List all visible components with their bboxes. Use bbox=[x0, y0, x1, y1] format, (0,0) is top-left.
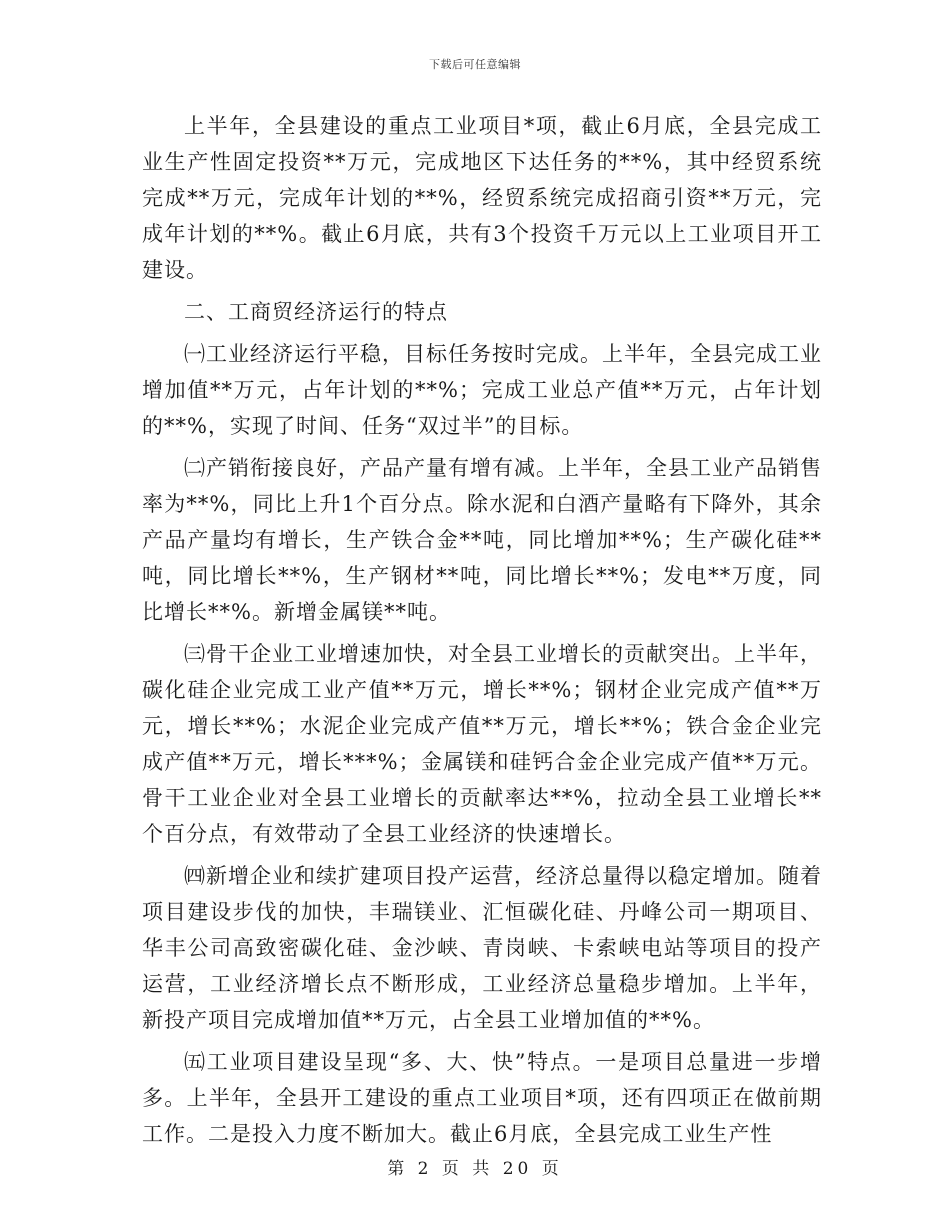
page-footer: 第 2 页 共 20 页 bbox=[387, 1159, 563, 1179]
paragraph-investment-summary: 上半年，全县建设的重点工业项目*项，截止6月底，全县完成工业生产性固定投资**万元，完成地区下达任务的**%，其中经贸系统完成**万元，完成年计划的**%，经贸系统完成招商引资**万元，完成年计划的**%。截止6月底，共有3个投资千万元以上工业项目开工建设。 bbox=[142, 114, 822, 282]
document-body bbox=[142, 108, 822, 1152]
section-heading: 二、工商贸经济运行的特点 bbox=[184, 300, 448, 324]
paragraph-point-5: ㈤工业项目建设呈现“多、大、快”特点。一是项目总量进一步增多。上半年，全县开工建设的重点工业项目*项，还有四项正在做前期工作。二是投入力度不断加大。截止6月底，全县完成工业生产性 bbox=[142, 1050, 822, 1146]
paragraph-point-2: ㈡产销衔接良好，产品产量有增有减。上半年，全县工业产品销售率为**%，同比上升1个百分点。除水泥和白酒产量略有下降外，其余产品产量均有增长，生产铁合金**吨，同比增加**%；生产碳化硅**吨，同比增长**%，生产钢材**吨，同比增长**%；发电**万度，同比增长**%。新增金属镁**吨。 bbox=[142, 456, 822, 624]
page-header: 下载后可任意编辑 bbox=[429, 58, 521, 71]
paragraph-point-1: ㈠工业经济运行平稳，目标任务按时完成。上半年，全县完成工业增加值**万元，占年计划的**%；完成工业总产值**万元，占年计划的**%，实现了时间、任务“双过半”的目标。 bbox=[142, 342, 822, 438]
paragraph-point-3: ㈢骨干企业工业增速加快，对全县工业增长的贡献突出。上半年，碳化硅企业完成工业产值**万元，增长**%；钢材企业完成产值**万元，增长**%；水泥企业完成产值**万元，增长**%；铁合金企业完成产值**万元，增长***%；金属镁和硅钙合金企业完成产值**万元。骨干工业企业对全县工业增长的贡献率达**%，拉动全县工业增长**个百分点，有效带动了全县工业经济的快速增长。 bbox=[142, 642, 822, 846]
paragraph-point-4: ㈣新增企业和续扩建项目投产运营，经济总量得以稳定增加。随着项目建设步伐的加快，丰瑞镁业、汇恒碳化硅、丹峰公司一期项目、华丰公司高致密碳化硅、金沙峡、青岗峡、卡索峡电站等项目的投产运营，工业经济增长点不断形成，工业经济总量稳步增加。上半年，新投产项目完成增加值**万元，占全县工业增加值的**%。 bbox=[142, 864, 822, 1032]
